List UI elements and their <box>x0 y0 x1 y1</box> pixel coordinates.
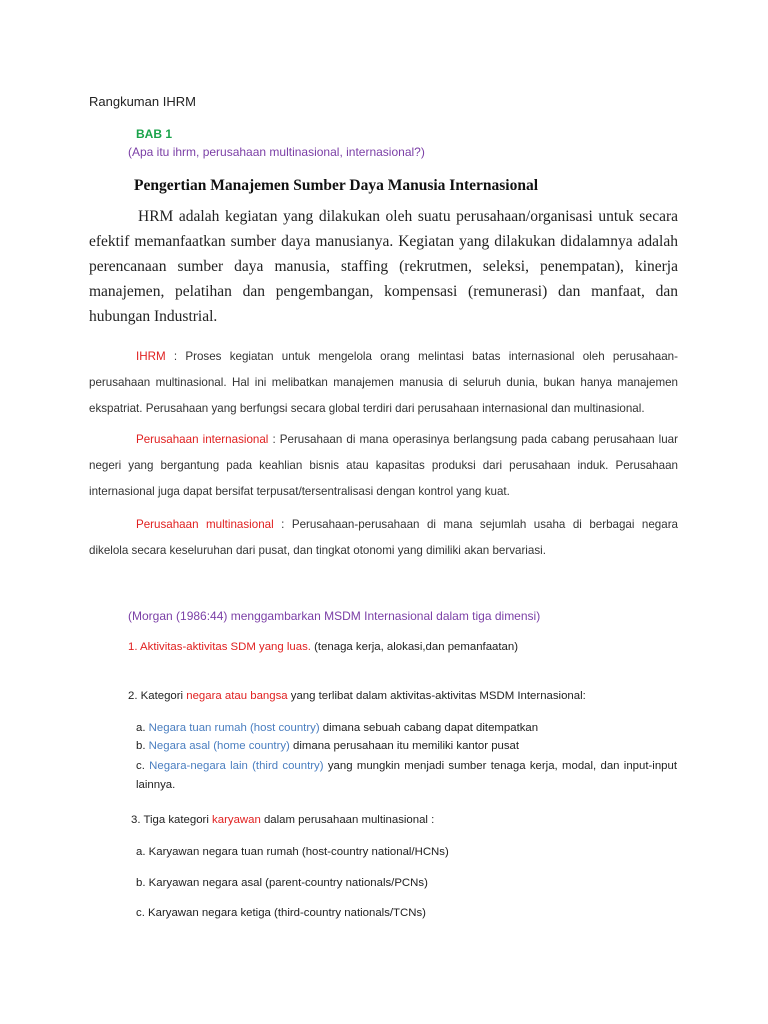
dimension-3-rest: dalam perusahaan multinasional : <box>260 814 435 826</box>
definition-text: Perusahaan-perusahaan di mana sejumlah usaha di berbagai negara dikelola secara keseluruhan dari pusat, dan tingkat otonomi yang dimiliki akan bervariasi. <box>89 518 679 557</box>
list-item-prefix: a. <box>136 722 149 734</box>
dimension-2-highlight: negara atau bangsa <box>186 690 288 702</box>
definition-separator: : <box>268 433 280 446</box>
list-item-prefix: c. <box>136 760 150 772</box>
dimension-2 <box>128 690 586 702</box>
definition-ihrm <box>89 344 678 422</box>
definition-term: Perusahaan multinasional <box>136 518 274 531</box>
definition-separator: : <box>165 350 186 363</box>
list-item-rest: dimana sebuah cabang dapat ditempatkan <box>319 722 539 734</box>
dimension-2-rest: yang terlibat dalam aktivitas-aktivitas MSDM Internasional: <box>287 690 586 702</box>
dimension-3-highlight: karyawan <box>212 814 261 826</box>
list-item-rest: dimana perusahaan itu memiliki kantor pusat <box>289 740 520 752</box>
list-item-highlight: Negara-negara lain (third country) <box>149 760 324 772</box>
dimension-1-rest: (tenaga kerja, alokasi,dan pemanfaatan) <box>310 641 519 653</box>
list-item-rest: yang mungkin menjadi sumber tenaga kerja, modal, dan input-input lainnya. <box>136 760 677 791</box>
country-item-c <box>136 757 677 795</box>
definition-term: IHRM <box>136 350 166 363</box>
definition-text: Proses kegiatan untuk mengelola orang melintasi batas internasional oleh perusahaan-perusahaan multinasional. Hal ini melibatkan manajemen manusia di seluruh dunia, bukan hanya manajemen ekspatriat. Perusahaan yang berfungsi secara global terdiri dari perusahaan internasional dan multinasional. <box>89 350 678 415</box>
employee-item-c: c. Karyawan negara ketiga (third-country nationals/TCNs) <box>136 907 426 919</box>
list-item-highlight: Negara tuan rumah (host country) <box>148 722 320 734</box>
dimension-1-highlight: 1. Aktivitas-aktivitas SDM yang luas. <box>128 641 311 653</box>
section-heading: Pengertian Manajemen Sumber Daya Manusia Internasional <box>134 177 539 194</box>
hrm-paragraph: HRM adalah kegiatan yang dilakukan oleh suatu perusahaan/organisasi untuk secara efektif memanfaatkan sumber daya manusianya. Kegiatan yang dilakukan didalamnya adalah perencanaan sumber daya manusia, staffing (rekrutmen, seleksi, penempatan), kinerja manajemen, pelatihan dan pengembangan, kompensasi (remunerasi) dan manfaat, dan hubungan Industrial. <box>89 208 678 325</box>
definition-text: Perusahaan di mana operasinya berlangsung pada cabang perusahaan luar negeri yang bergantung pada keahlian bisnis atau kapasitas produksi dari perusahaan induk. Perusahaan internasional juga dapat bersifat terpusat/tersentralisasi dengan kontrol yang kuat. <box>89 433 678 498</box>
definition-perusahaan-multinasional <box>89 512 678 564</box>
employee-item-a: a. Karyawan negara tuan rumah (host-country national/HCNs) <box>136 846 449 858</box>
document-title: Rangkuman IHRM <box>89 94 196 109</box>
country-item-a <box>136 722 538 734</box>
morgan-heading: (Morgan (1986:44) menggambarkan MSDM Internasional dalam tiga dimensi) <box>128 609 541 623</box>
definition-separator: : <box>273 518 292 531</box>
definition-perusahaan-internasional <box>89 427 678 505</box>
definition-term: Perusahaan internasional <box>136 433 269 446</box>
dimension-3-prefix: 3. Tiga kategori <box>131 814 213 826</box>
chapter-label: BAB 1 <box>136 127 173 141</box>
employee-item-b: b. Karyawan negara asal (parent-country nationals/PCNs) <box>136 877 428 889</box>
dimension-3 <box>131 814 434 826</box>
chapter-subtitle: (Apa itu ihrm, perusahaan multinasional, internasional?) <box>128 145 425 159</box>
country-item-b <box>136 740 519 752</box>
list-item-highlight: Negara asal (home country) <box>148 740 290 752</box>
list-item-prefix: b. <box>136 740 149 752</box>
dimension-1 <box>128 641 518 653</box>
dimension-2-prefix: 2. Kategori <box>128 690 187 702</box>
